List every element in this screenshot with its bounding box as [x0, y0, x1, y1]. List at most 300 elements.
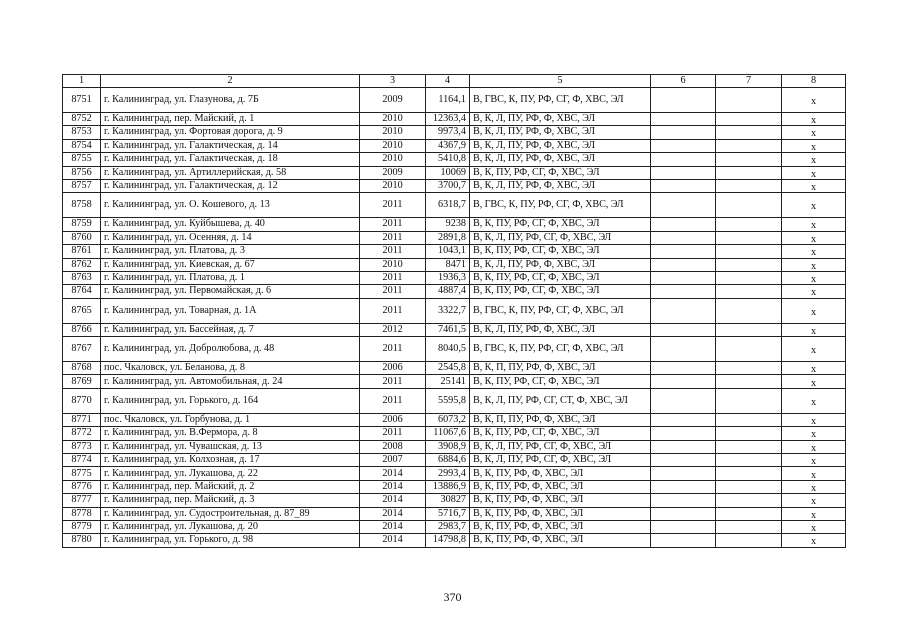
column-7-cell	[716, 427, 782, 440]
table-row	[63, 285, 846, 298]
column-7-cell	[716, 337, 782, 362]
services-cell: В, К, ПУ, РФ, СГ, Ф, ХВС, ЭЛ	[470, 375, 651, 388]
column-8-cell	[782, 179, 846, 192]
table-row	[63, 231, 846, 244]
mark-x: х	[810, 429, 817, 441]
column-8-cell	[782, 375, 846, 388]
address-cell: г. Калининград, ул. Осенняя, д. 14	[101, 231, 360, 244]
address-cell: г. Калининград, ул. Киевская, д. 67	[101, 258, 360, 271]
column-7-cell	[716, 413, 782, 426]
area-cell: 5595,8	[426, 388, 470, 413]
address-cell: г. Калининград, ул. Лукашова, д. 22	[101, 467, 360, 480]
column-7-cell	[716, 231, 782, 244]
row-number: 8751	[63, 88, 101, 113]
column-7-cell	[716, 362, 782, 375]
column-6-cell	[651, 245, 716, 258]
services-cell: В, К, Л, ПУ, РФ, Ф, ХВС, ЭЛ	[470, 153, 651, 166]
area-cell: 6073,2	[426, 413, 470, 426]
column-8-cell	[782, 467, 846, 480]
table-row	[63, 258, 846, 271]
column-7-cell	[716, 271, 782, 284]
column-8-cell	[782, 245, 846, 258]
column-7-cell	[716, 258, 782, 271]
mark-x: х	[810, 325, 817, 337]
column-6-cell	[651, 494, 716, 507]
table-row	[63, 337, 846, 362]
services-cell: В, К, Л, ПУ, РФ, СГ, Ф, ХВС, ЭЛ	[470, 440, 651, 453]
services-cell: В, К, ПУ, РФ, СГ, Ф, ХВС, ЭЛ	[470, 427, 651, 440]
table-row	[63, 388, 846, 413]
column-8-cell	[782, 153, 846, 166]
document-sheet	[62, 74, 846, 548]
services-cell: В, К, Л, ПУ, РФ, СГ, СТ, Ф, ХВС, ЭЛ	[470, 388, 651, 413]
mark-x: х	[810, 233, 817, 245]
column-number-row	[63, 75, 846, 88]
services-cell: В, К, П, ПУ, РФ, Ф, ХВС, ЭЛ	[470, 413, 651, 426]
column-8-cell	[782, 507, 846, 520]
column-8-cell	[782, 323, 846, 336]
area-cell: 10069	[426, 166, 470, 179]
area-cell: 25141	[426, 375, 470, 388]
column-6-cell	[651, 139, 716, 152]
column-header: 5	[470, 75, 651, 88]
column-7-cell	[716, 507, 782, 520]
column-header: 8	[782, 75, 846, 88]
row-number: 8780	[63, 534, 101, 547]
column-6-cell	[651, 440, 716, 453]
year-cell: 2011	[360, 388, 426, 413]
column-8-cell	[782, 362, 846, 375]
mark-x: х	[810, 469, 817, 481]
year-cell: 2009	[360, 88, 426, 113]
address-cell: г. Калининград, ул. В.Фермора, д. 8	[101, 427, 360, 440]
year-cell: 2014	[360, 507, 426, 520]
address-cell: г. Калининград, ул. Фортовая дорога, д. 9	[101, 126, 360, 139]
column-6-cell	[651, 166, 716, 179]
address-cell: г. Калининград, ул. О. Кошевого, д. 13	[101, 193, 360, 218]
row-number: 8762	[63, 258, 101, 271]
column-8-cell	[782, 480, 846, 493]
year-cell: 2011	[360, 427, 426, 440]
column-8-cell	[782, 494, 846, 507]
table-row	[63, 440, 846, 453]
mark-x: х	[810, 201, 817, 213]
mark-x: х	[810, 168, 817, 180]
column-7-cell	[716, 480, 782, 493]
services-cell: В, К, ПУ, РФ, Ф, ХВС, ЭЛ	[470, 494, 651, 507]
column-header: 2	[101, 75, 360, 88]
services-cell: В, К, ПУ, РФ, Ф, ХВС, ЭЛ	[470, 467, 651, 480]
table-row	[63, 113, 846, 126]
column-8-cell	[782, 413, 846, 426]
column-7-cell	[716, 166, 782, 179]
mark-x: х	[810, 536, 817, 548]
services-cell: В, ГВС, К, ПУ, РФ, СГ, Ф, ХВС, ЭЛ	[470, 88, 651, 113]
address-cell: г. Калининград, ул. Товарная, д. 1А	[101, 298, 360, 323]
row-number: 8778	[63, 507, 101, 520]
area-cell: 8040,5	[426, 337, 470, 362]
address-cell: г. Калининград, ул. Артиллерийская, д. 58	[101, 166, 360, 179]
services-cell: В, К, Л, ПУ, РФ, Ф, ХВС, ЭЛ	[470, 139, 651, 152]
row-number: 8767	[63, 337, 101, 362]
area-cell: 9973,4	[426, 126, 470, 139]
address-cell: г. Калининград, ул. Бассейная, д. 7	[101, 323, 360, 336]
services-cell: В, ГВС, К, ПУ, РФ, СГ, Ф, ХВС, ЭЛ	[470, 298, 651, 323]
column-6-cell	[651, 153, 716, 166]
column-8-cell	[782, 113, 846, 126]
table-row	[63, 467, 846, 480]
column-8-cell	[782, 427, 846, 440]
services-cell: В, К, ПУ, РФ, СГ, Ф, ХВС, ЭЛ	[470, 245, 651, 258]
services-cell: В, К, ПУ, РФ, Ф, ХВС, ЭЛ	[470, 534, 651, 547]
column-7-cell	[716, 520, 782, 533]
column-6-cell	[651, 337, 716, 362]
area-cell: 11067,6	[426, 427, 470, 440]
row-number: 8759	[63, 218, 101, 231]
year-cell: 2008	[360, 440, 426, 453]
table-row	[63, 218, 846, 231]
services-cell: В, К, Л, ПУ, РФ, Ф, ХВС, ЭЛ	[470, 113, 651, 126]
column-8-cell	[782, 440, 846, 453]
address-cell: г. Калининград, ул. Горького, д. 164	[101, 388, 360, 413]
area-cell: 2891,8	[426, 231, 470, 244]
column-8-cell	[782, 285, 846, 298]
area-cell: 12363,4	[426, 113, 470, 126]
mark-x: х	[810, 128, 817, 140]
address-cell: г. Калининград, ул. Галактическая, д. 12	[101, 179, 360, 192]
column-6-cell	[651, 534, 716, 547]
services-cell: В, К, П, ПУ, РФ, Ф, ХВС, ЭЛ	[470, 362, 651, 375]
year-cell: 2011	[360, 245, 426, 258]
column-6-cell	[651, 218, 716, 231]
column-6-cell	[651, 126, 716, 139]
year-cell: 2012	[360, 323, 426, 336]
row-number: 8757	[63, 179, 101, 192]
year-cell: 2014	[360, 494, 426, 507]
row-number: 8756	[63, 166, 101, 179]
table-row	[63, 362, 846, 375]
area-cell: 2545,8	[426, 362, 470, 375]
address-cell: пос. Чкаловск, ул. Беланова, д. 8	[101, 362, 360, 375]
services-cell: В, К, Л, ПУ, РФ, Ф, ХВС, ЭЛ	[470, 126, 651, 139]
area-cell: 3700,7	[426, 179, 470, 192]
column-8-cell	[782, 126, 846, 139]
services-cell: В, К, ПУ, РФ, Ф, ХВС, ЭЛ	[470, 507, 651, 520]
year-cell: 2010	[360, 153, 426, 166]
column-7-cell	[716, 467, 782, 480]
column-7-cell	[716, 388, 782, 413]
column-7-cell	[716, 534, 782, 547]
row-number: 8764	[63, 285, 101, 298]
row-number: 8760	[63, 231, 101, 244]
address-cell: г. Калининград, ул. Галактическая, д. 14	[101, 139, 360, 152]
column-7-cell	[716, 113, 782, 126]
mark-x: х	[810, 306, 817, 318]
column-6-cell	[651, 388, 716, 413]
area-cell: 2983,7	[426, 520, 470, 533]
year-cell: 2014	[360, 520, 426, 533]
services-cell: В, К, Л, ПУ, РФ, СГ, Ф, ХВС, ЭЛ	[470, 231, 651, 244]
address-cell: г. Калининград, ул. Добролюбова, д. 48	[101, 337, 360, 362]
column-7-cell	[716, 298, 782, 323]
column-6-cell	[651, 323, 716, 336]
row-number: 8777	[63, 494, 101, 507]
mark-x: х	[810, 396, 817, 408]
column-6-cell	[651, 454, 716, 467]
table-row	[63, 271, 846, 284]
services-cell: В, К, ПУ, РФ, СГ, Ф, ХВС, ЭЛ	[470, 271, 651, 284]
area-cell: 6884,6	[426, 454, 470, 467]
row-number: 8753	[63, 126, 101, 139]
column-6-cell	[651, 520, 716, 533]
services-cell: В, ГВС, К, ПУ, РФ, СГ, Ф, ХВС, ЭЛ	[470, 337, 651, 362]
column-7-cell	[716, 494, 782, 507]
column-6-cell	[651, 271, 716, 284]
mark-x: х	[810, 274, 817, 285]
area-cell: 1043,1	[426, 245, 470, 258]
column-6-cell	[651, 362, 716, 375]
column-8-cell	[782, 388, 846, 413]
area-cell: 5716,7	[426, 507, 470, 520]
area-cell: 7461,5	[426, 323, 470, 336]
column-6-cell	[651, 113, 716, 126]
area-cell: 30827	[426, 494, 470, 507]
services-cell: В, К, Л, ПУ, РФ, СГ, Ф, ХВС, ЭЛ	[470, 454, 651, 467]
column-7-cell	[716, 179, 782, 192]
area-cell: 4367,9	[426, 139, 470, 152]
row-number: 8763	[63, 271, 101, 284]
column-7-cell	[716, 454, 782, 467]
services-cell: В, К, ПУ, РФ, СГ, Ф, ХВС, ЭЛ	[470, 166, 651, 179]
column-6-cell	[651, 467, 716, 480]
row-number: 8758	[63, 193, 101, 218]
row-number: 8765	[63, 298, 101, 323]
area-cell: 2993,4	[426, 467, 470, 480]
year-cell: 2014	[360, 534, 426, 547]
row-number: 8771	[63, 413, 101, 426]
address-cell: г. Калининград, ул. Глазунова, д. 7Б	[101, 88, 360, 113]
row-number: 8761	[63, 245, 101, 258]
mark-x: х	[810, 496, 817, 508]
area-cell: 3322,7	[426, 298, 470, 323]
column-6-cell	[651, 298, 716, 323]
row-number: 8768	[63, 362, 101, 375]
page-number: 370	[443, 590, 462, 604]
mark-x: х	[810, 482, 817, 494]
column-6-cell	[651, 375, 716, 388]
table-row	[63, 126, 846, 139]
year-cell: 2010	[360, 258, 426, 271]
column-6-cell	[651, 507, 716, 520]
services-cell: В, К, ПУ, РФ, СГ, Ф, ХВС, ЭЛ	[470, 218, 651, 231]
mark-x: х	[810, 344, 817, 356]
services-cell: В, К, ПУ, РФ, Ф, ХВС, ЭЛ	[470, 520, 651, 533]
address-cell: г. Калининград, ул. Лукашова, д. 20	[101, 520, 360, 533]
column-8-cell	[782, 231, 846, 244]
address-cell: г. Калининград, ул. Куйбышева, д. 40	[101, 218, 360, 231]
column-8-cell	[782, 534, 846, 547]
address-cell: г. Калининград, ул. Чувашская, д. 13	[101, 440, 360, 453]
column-6-cell	[651, 480, 716, 493]
year-cell: 2006	[360, 413, 426, 426]
area-cell: 1164,1	[426, 88, 470, 113]
address-cell: г. Калининград, ул. Колхозная, д. 17	[101, 454, 360, 467]
mark-x: х	[810, 115, 817, 126]
table-row	[63, 454, 846, 467]
column-7-cell	[716, 193, 782, 218]
column-header: 3	[360, 75, 426, 88]
row-number: 8770	[63, 388, 101, 413]
mark-x: х	[810, 155, 817, 167]
column-8-cell	[782, 258, 846, 271]
mark-x: х	[810, 141, 817, 153]
column-8-cell	[782, 88, 846, 113]
mark-x: х	[810, 95, 817, 107]
column-7-cell	[716, 285, 782, 298]
column-7-cell	[716, 218, 782, 231]
area-cell: 1936,3	[426, 271, 470, 284]
mark-x: х	[810, 364, 817, 375]
column-header: 6	[651, 75, 716, 88]
table-row	[63, 507, 846, 520]
mark-x: х	[810, 247, 817, 259]
area-cell: 4887,4	[426, 285, 470, 298]
address-cell: г. Калининград, ул. Судостроительная, д. 87_89	[101, 507, 360, 520]
services-cell: В, ГВС, К, ПУ, РФ, СГ, Ф, ХВС, ЭЛ	[470, 193, 651, 218]
row-number: 8752	[63, 113, 101, 126]
table-row	[63, 534, 846, 547]
column-8-cell	[782, 298, 846, 323]
column-7-cell	[716, 245, 782, 258]
column-6-cell	[651, 413, 716, 426]
row-number: 8772	[63, 427, 101, 440]
column-header: 7	[716, 75, 782, 88]
column-7-cell	[716, 126, 782, 139]
mark-x: х	[810, 456, 817, 467]
table-row	[63, 193, 846, 218]
services-cell: В, К, ПУ, РФ, СГ, Ф, ХВС, ЭЛ	[470, 285, 651, 298]
table-row	[63, 520, 846, 533]
column-7-cell	[716, 440, 782, 453]
year-cell: 2006	[360, 362, 426, 375]
year-cell: 2014	[360, 467, 426, 480]
address-cell: г. Калининград, ул. Горького, д. 98	[101, 534, 360, 547]
table-row	[63, 179, 846, 192]
mark-x: х	[810, 182, 817, 193]
table-row	[63, 323, 846, 336]
year-cell: 2011	[360, 271, 426, 284]
table-row	[63, 88, 846, 113]
address-cell: пос. Чкаловск, ул. Горбунова, д. 1	[101, 413, 360, 426]
column-7-cell	[716, 88, 782, 113]
year-cell: 2010	[360, 179, 426, 192]
year-cell: 2007	[360, 454, 426, 467]
services-cell: В, К, ПУ, РФ, Ф, ХВС, ЭЛ	[470, 480, 651, 493]
table-row	[63, 480, 846, 493]
year-cell: 2011	[360, 298, 426, 323]
table-body	[63, 88, 846, 548]
area-cell: 13886,9	[426, 480, 470, 493]
table-row	[63, 298, 846, 323]
year-cell: 2011	[360, 218, 426, 231]
column-8-cell	[782, 337, 846, 362]
year-cell: 2014	[360, 480, 426, 493]
table-row	[63, 427, 846, 440]
address-cell: г. Калининград, пер. Майский, д. 2	[101, 480, 360, 493]
year-cell: 2011	[360, 285, 426, 298]
column-8-cell	[782, 454, 846, 467]
table-row	[63, 413, 846, 426]
column-6-cell	[651, 285, 716, 298]
area-cell: 9238	[426, 218, 470, 231]
area-cell: 6318,7	[426, 193, 470, 218]
column-6-cell	[651, 258, 716, 271]
row-number: 8773	[63, 440, 101, 453]
area-cell: 5410,8	[426, 153, 470, 166]
services-cell: В, К, Л, ПУ, РФ, Ф, ХВС, ЭЛ	[470, 258, 651, 271]
column-8-cell	[782, 166, 846, 179]
column-6-cell	[651, 88, 716, 113]
table-row	[63, 494, 846, 507]
address-cell: г. Калининград, ул. Галактическая, д. 18	[101, 153, 360, 166]
row-number: 8769	[63, 375, 101, 388]
year-cell: 2011	[360, 375, 426, 388]
mark-x: х	[810, 415, 817, 427]
year-cell: 2010	[360, 126, 426, 139]
column-6-cell	[651, 193, 716, 218]
address-cell: г. Калининград, ул. Первомайская, д. 6	[101, 285, 360, 298]
table-row	[63, 245, 846, 258]
column-header: 4	[426, 75, 470, 88]
table-row	[63, 166, 846, 179]
column-7-cell	[716, 375, 782, 388]
row-number: 8774	[63, 454, 101, 467]
services-cell: В, К, Л, ПУ, РФ, Ф, ХВС, ЭЛ	[470, 179, 651, 192]
mark-x: х	[810, 260, 817, 272]
column-7-cell	[716, 323, 782, 336]
mark-x: х	[810, 287, 817, 299]
column-header: 1	[63, 75, 101, 88]
year-cell: 2009	[360, 166, 426, 179]
column-8-cell	[782, 193, 846, 218]
column-6-cell	[651, 427, 716, 440]
row-number: 8755	[63, 153, 101, 166]
mark-x: х	[810, 509, 817, 521]
address-cell: г. Калининград, ул. Автомобильная, д. 24	[101, 375, 360, 388]
year-cell: 2010	[360, 139, 426, 152]
column-8-cell	[782, 520, 846, 533]
row-number: 8754	[63, 139, 101, 152]
column-8-cell	[782, 271, 846, 284]
mark-x: х	[810, 523, 817, 534]
address-cell: г. Калининград, пер. Майский, д. 1	[101, 113, 360, 126]
address-cell: г. Калининград, ул. Платова, д. 3	[101, 245, 360, 258]
mark-x: х	[810, 442, 817, 454]
area-cell: 3908,9	[426, 440, 470, 453]
area-cell: 14798,8	[426, 534, 470, 547]
column-6-cell	[651, 179, 716, 192]
table-row	[63, 153, 846, 166]
area-cell: 8471	[426, 258, 470, 271]
housing-register-table	[62, 74, 846, 548]
row-number: 8766	[63, 323, 101, 336]
services-cell: В, К, Л, ПУ, РФ, Ф, ХВС, ЭЛ	[470, 323, 651, 336]
year-cell: 2011	[360, 193, 426, 218]
column-7-cell	[716, 139, 782, 152]
column-8-cell	[782, 218, 846, 231]
year-cell: 2011	[360, 231, 426, 244]
year-cell: 2010	[360, 113, 426, 126]
